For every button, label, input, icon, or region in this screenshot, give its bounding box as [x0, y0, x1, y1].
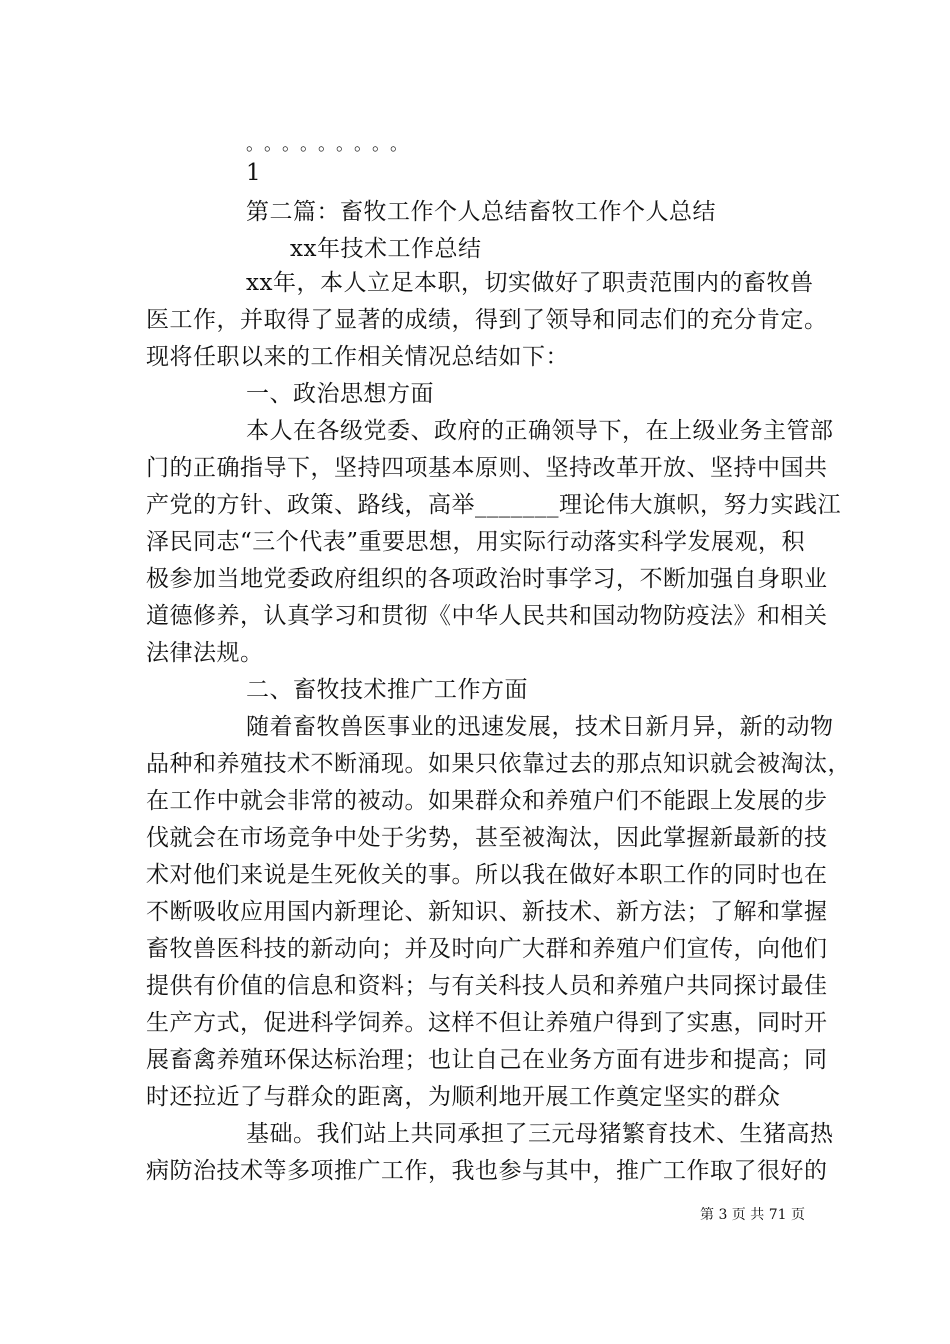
- section-heading: 二、畜牧技术推广工作方面: [246, 677, 528, 703]
- paragraph-line: 医工作，并取得了显著的成绩，得到了领导和同志们的充分肯定。: [146, 307, 828, 333]
- paragraph-line: 术对他们来说是生死攸关的事。所以我在做好本职工作的同时也在: [146, 862, 828, 888]
- paragraph-line: 本人在各级党委、政府的正确领导下，在上级业务主管部: [246, 418, 834, 444]
- paragraph-line: 不断吸收应用国内新理论、新知识、新技术、新方法；了解和掌握: [146, 899, 828, 925]
- paragraph-line: 病防治技术等多项推广工作，我也参与其中，推广工作取了很好的: [146, 1158, 828, 1184]
- paragraph-line: 提供有价值的信息和资料；与有关科技人员和养殖户共同探讨最佳: [146, 973, 828, 999]
- paragraph-line: 生产方式，促进科学饲养。这样不但让养殖户得到了实惠，同时开: [146, 1010, 828, 1036]
- paragraph-line: 展畜禽养殖环保达标治理；也让自己在业务方面有进步和提高；同: [146, 1047, 828, 1073]
- paragraph-line: 畜牧兽医科技的新动向；并及时向广大群和养殖户们宣传，向他们: [146, 936, 828, 962]
- section-heading: 一、政治思想方面: [246, 381, 434, 407]
- paragraph-line: 门的正确指导下，坚持四项基本原则、坚持改革开放、坚持中国共: [146, 455, 828, 481]
- paragraph-line: 时还拉近了与群众的距离，为顺利地开展工作奠定坚实的群众: [146, 1084, 781, 1110]
- paragraph-line: 产党的方针、政策、路线，高举_______理论伟大旗帜，努力实践江: [146, 492, 841, 518]
- paragraph-line: 随着畜牧兽医事业的迅速发展，技术日新月异，新的动物: [246, 714, 834, 740]
- paragraph-line: 道德修养，认真学习和贯彻《中华人民共和国动物防疫法》和相关: [146, 603, 828, 629]
- page-number-marker: 1: [246, 160, 262, 186]
- paragraph-line: 基础。我们站上共同承担了三元母猪繁育技术、生猪高热: [246, 1121, 834, 1147]
- paragraph-line: 现将任职以来的工作相关情况总结如下：: [146, 344, 569, 370]
- ellipsis-dots: 。。。。。。。。。: [246, 134, 417, 155]
- paragraph-line: 泽民同志“三个代表”重要思想，用实际行动落实科学发展观，积: [146, 529, 806, 555]
- subtitle: xx年技术工作总结: [290, 236, 482, 262]
- paragraph-line: 极参加当地党委政府组织的各项政治时事学习，不断加强自身职业: [146, 566, 828, 592]
- paragraph-line: 法律法规。: [146, 640, 264, 666]
- paragraph-line: 伐就会在市场竞争中处于劣势，甚至被淘汰，因此掌握新最新的技: [146, 825, 828, 851]
- paragraph-line: xx年，本人立足本职，切实做好了职责范围内的畜牧兽: [246, 270, 814, 296]
- paragraph-line: 在工作中就会非常的被动。如果群众和养殖户们不能跟上发展的步: [146, 788, 828, 814]
- page-footer: 第 3 页 共 71 页: [700, 1207, 805, 1223]
- section-title: 第二篇：畜牧工作个人总结畜牧工作个人总结: [246, 199, 716, 225]
- paragraph-line: 品种和养殖技术不断涌现。如果只依靠过去的那点知识就会被淘汰，: [146, 751, 851, 777]
